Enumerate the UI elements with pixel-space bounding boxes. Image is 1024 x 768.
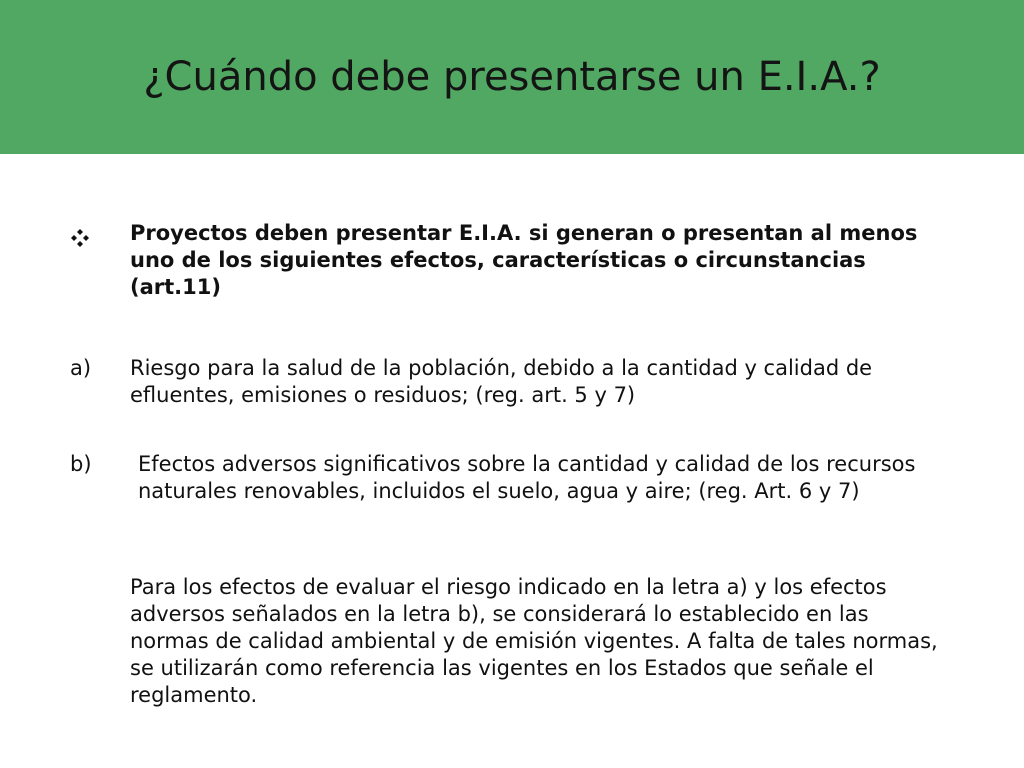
item-a-marker: a) bbox=[70, 356, 92, 380]
evaluation-note: Para los efectos de evaluar el riesgo indicado en la letra a) y los efectos adversos señalados en la letra b), se considerará lo establecido en las normas de calidad ambiental y de emisión vigentes. A falta de tales normas, se utilizarán como referencia las vigentes en los Estados que señale el reglamento. bbox=[130, 575, 938, 707]
four-diamond-bullet-icon bbox=[70, 228, 90, 248]
item-a-text: Riesgo para la salud de la población, debido a la cantidad y calidad de efluentes, emisiones o residuos; (reg. art. 5 y 7) bbox=[130, 356, 873, 407]
item-b-marker: b) bbox=[70, 452, 92, 476]
intro-bullet-text: Proyectos deben presentar E.I.A. si generan o presentan al menos uno de los siguientes efectos, características o circunstancias (art.11) bbox=[130, 221, 918, 299]
slide-title: ¿Cuándo debe presentarse un E.I.A.? bbox=[143, 54, 881, 100]
item-b-text: Efectos adversos significativos sobre la cantidad y calidad de los recursos naturales renovables, incluidos el suelo, agua y aire; (reg. Art. 6 y 7) bbox=[138, 452, 916, 503]
